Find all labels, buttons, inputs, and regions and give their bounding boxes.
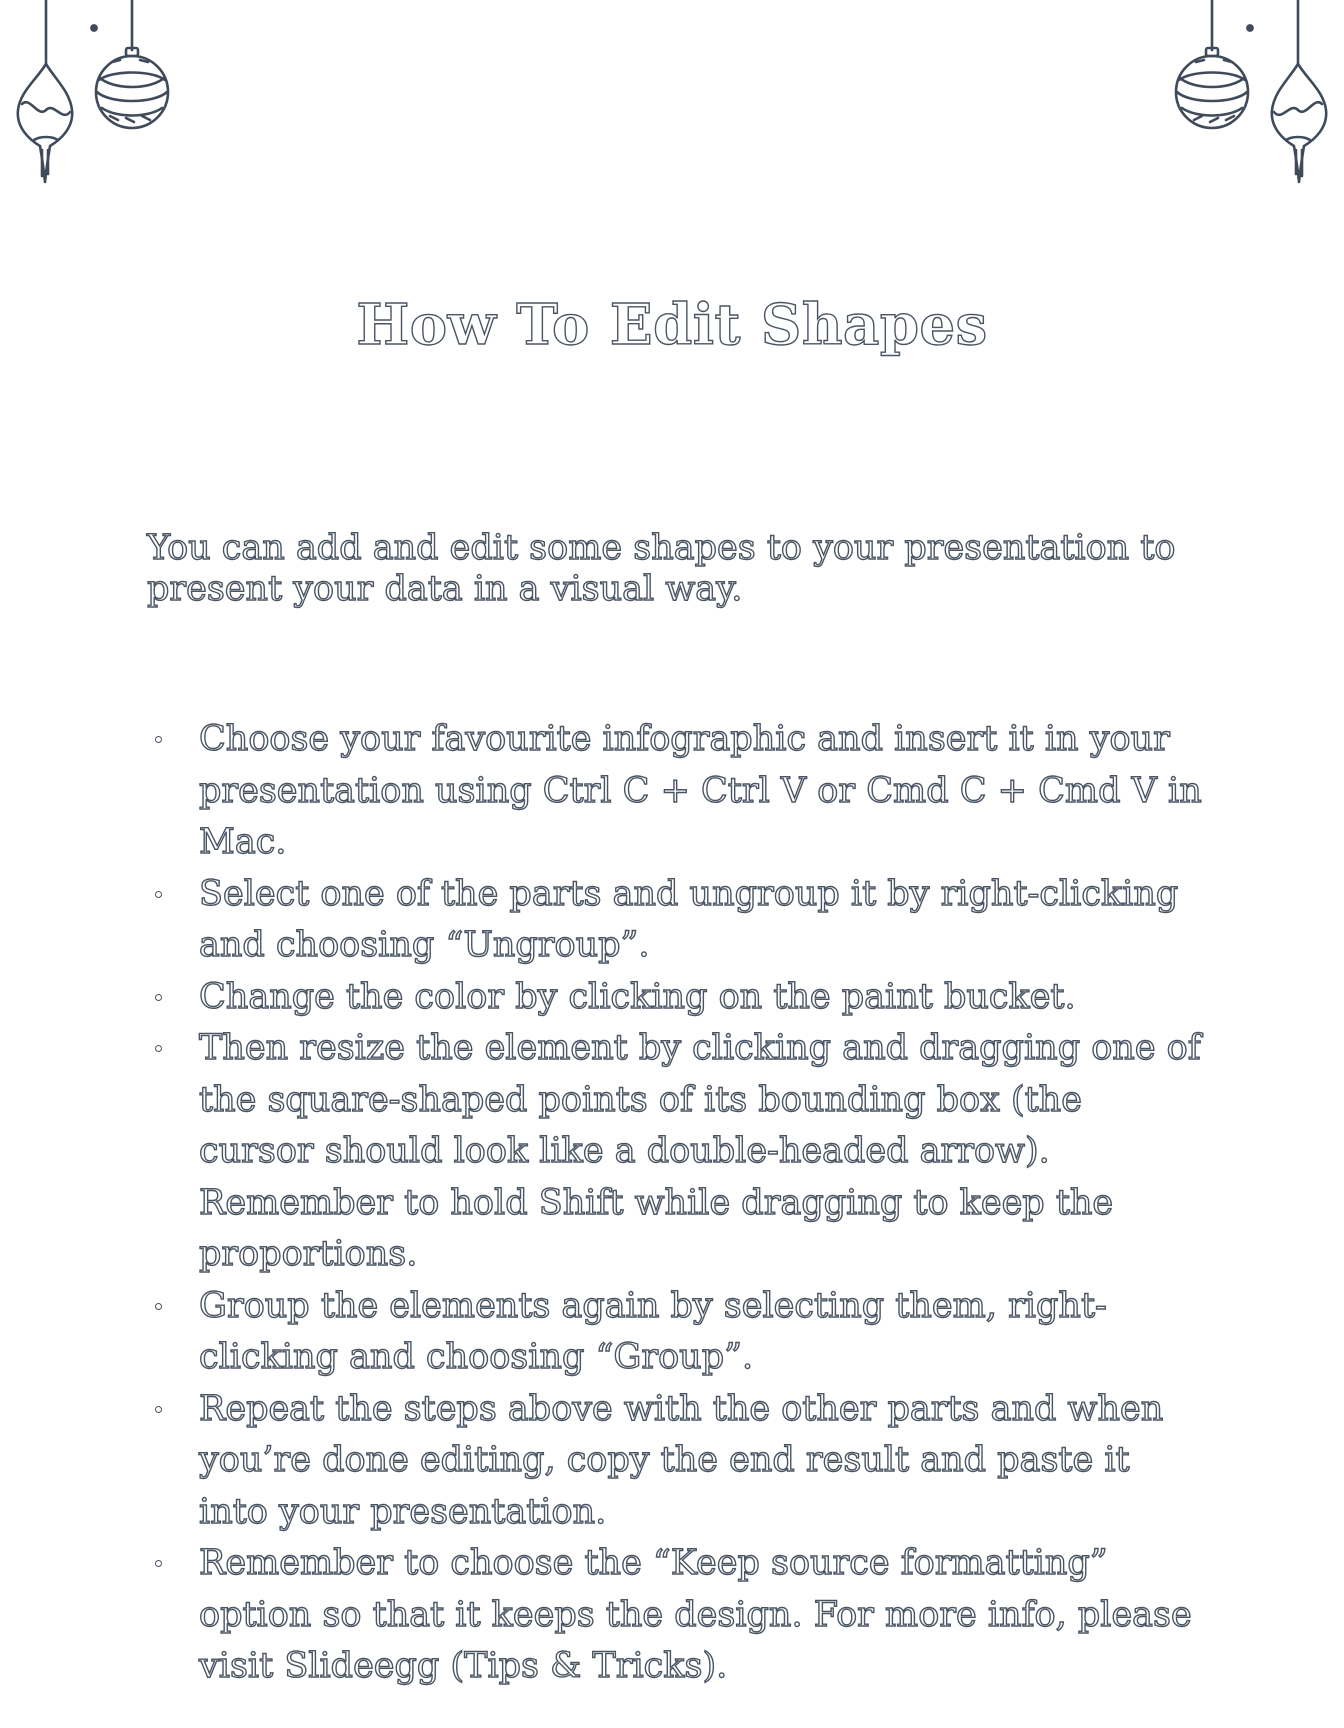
bullet-icon xyxy=(155,736,162,743)
steps-list xyxy=(147,714,1207,1693)
step-text: Repeat the steps above with the other parts and when you’re done editing, copy the end result and paste it into your presentation. xyxy=(199,1388,1164,1532)
page-title: How To Edit Shapes xyxy=(356,292,988,358)
step-text: Remember to choose the “Keep source formatting” option so that it keeps the design. For more info, please visit Slideegg (Tips & Tricks). xyxy=(199,1543,1192,1686)
list-item xyxy=(147,1384,1207,1539)
list-item xyxy=(147,714,1207,869)
list-item xyxy=(147,1281,1207,1384)
bullet-icon xyxy=(155,1560,162,1567)
ornaments-right-icon xyxy=(1154,0,1344,190)
bullet-icon xyxy=(155,1406,162,1413)
step-text: Select one of the parts and ungroup it by right-clicking and choosing “Ungroup”. xyxy=(199,873,1179,965)
step-text: Group the elements again by selecting them, right-clicking and choosing “Group”. xyxy=(199,1285,1107,1377)
bullet-icon xyxy=(155,1303,162,1310)
step-text: Change the color by clicking on the paint bucket. xyxy=(199,976,1076,1017)
ornaments-left-icon xyxy=(0,0,190,190)
step-text: Choose your favourite infographic and insert it in your presentation using Ctrl C + Ctrl V or Cmd C + Cmd V in Mac. xyxy=(199,719,1202,862)
bullet-icon xyxy=(155,1045,162,1052)
list-item xyxy=(147,1023,1207,1281)
list-item xyxy=(147,1538,1207,1693)
bullet-icon xyxy=(155,994,162,1001)
list-item xyxy=(147,869,1207,972)
intro-paragraph: You can add and edit some shapes to your presentation to present your data in a visual way. xyxy=(147,528,1176,609)
step-text: Then resize the element by clicking and dragging one of the square-shaped points of its bounding box (the cursor should look like a double-headed arrow). Remember to hold Shift while dragging to keep the proportions. xyxy=(199,1028,1201,1274)
list-item xyxy=(147,972,1207,1024)
bullet-icon xyxy=(155,891,162,898)
